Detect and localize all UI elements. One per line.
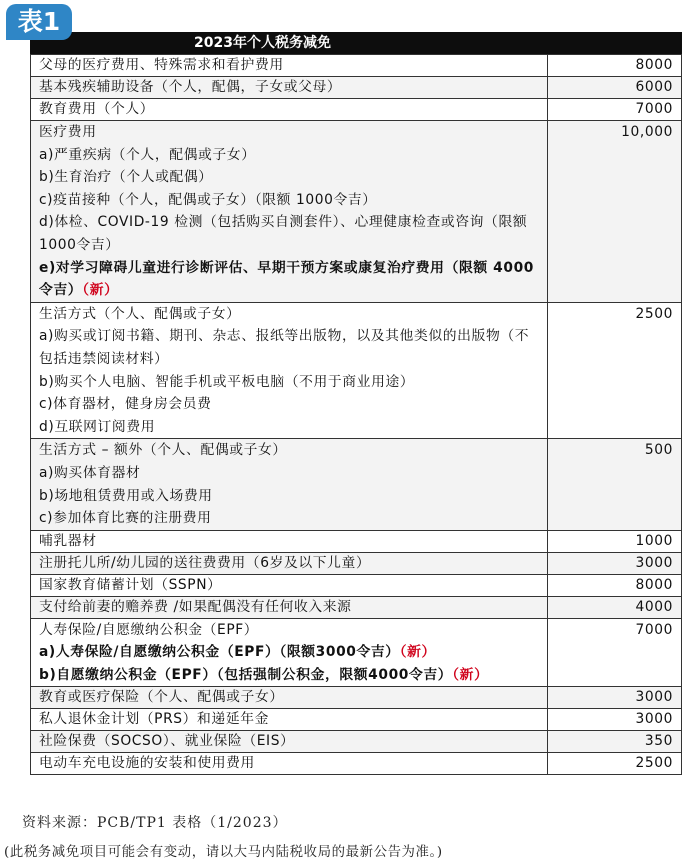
sub-item: c)体育器材，健身房会员费: [39, 396, 212, 413]
item-cell: [31, 618, 548, 687]
sub-item: c)参加体育比赛的注册费用: [39, 510, 212, 527]
table-row: [31, 530, 682, 552]
amount-cell: 1000: [548, 530, 682, 552]
amount-cell: 10,000: [548, 121, 682, 303]
sub-item: c)疫苗接种（个人，配偶或子女）（限额 1000令吉）: [39, 191, 377, 208]
new-tag: （新）: [82, 282, 119, 299]
source-caption: 资料来源：PCB/TP1 表格（1/2023）: [22, 815, 288, 831]
table-row: [31, 687, 682, 709]
table-row: [31, 77, 682, 99]
sub-item: a)购买或订阅书籍、期刊、杂志、报纸等出版物，以及其他类似的出版物（不包括违禁阅读材料）: [39, 328, 530, 367]
sub-item-text: b)自愿缴纳公积金（EPF）（包括强制公积金，限额4000令吉）: [39, 666, 453, 683]
table-row: [31, 753, 682, 775]
item-cell: 国家教育储蓄计划（SSPN）: [31, 574, 548, 596]
amount-cell: 3000: [548, 709, 682, 731]
item-title: 生活方式（个人、配偶或子女）: [39, 305, 241, 322]
new-tag: （新）: [399, 644, 436, 661]
amount-cell: 7000: [548, 99, 682, 121]
item-cell: [31, 121, 548, 303]
item-cell: 支付给前妻的赡养费 /如果配偶没有任何收入来源: [31, 596, 548, 618]
item-title: 医疗费用: [39, 124, 97, 140]
table-title: 2023年个人税务减免: [30, 32, 682, 54]
disclaimer-note: (此税务减免项目可能会有变动，请以大马内陆税收局的最新公告为准。): [4, 845, 443, 860]
table-badge: 表1: [6, 4, 72, 40]
table-row: [31, 618, 682, 687]
amount-cell: 8000: [548, 55, 682, 77]
sub-item: b)购买个人电脑、智能手机或平板电脑（不用于商业用途）: [39, 373, 415, 390]
sub-item-text: e)对学习障碍儿童进行诊断评估、早期干预方案或康复治疗费用（限额 4000令吉）: [39, 259, 534, 299]
sub-item-text: a)人寿保险/自愿缴纳公积金（EPF）（限额3000令吉）: [39, 644, 400, 661]
sub-item-new: [39, 664, 539, 687]
amount-cell: 2500: [548, 753, 682, 775]
item-cell: 基本残疾辅助设备（个人，配偶，子女或父母）: [31, 77, 548, 99]
sub-item: a)严重疾病（个人，配偶或子女）: [39, 146, 256, 163]
amount-cell: 350: [548, 731, 682, 753]
sub-item-new: [39, 257, 539, 302]
sub-item: a)购买体育器材: [39, 464, 141, 481]
amount-cell: 2500: [548, 302, 682, 439]
item-cell: 注册托儿所/幼儿园的送往费费用（6岁及以下儿童）: [31, 552, 548, 574]
item-cell: 社险保费（SOCSO）、就业保险（EIS）: [31, 731, 548, 753]
table-row: [31, 302, 682, 439]
table-row: [31, 574, 682, 596]
item-cell: 哺乳器材: [31, 530, 548, 552]
item-title: 生活方式 – 额外（个人、配偶或子女）: [39, 442, 287, 459]
item-cell: 私人退休金计划（PRS）和递延年金: [31, 709, 548, 731]
amount-cell: 500: [548, 439, 682, 530]
amount-cell: 4000: [548, 596, 682, 618]
item-cell: 电动车充电设施的安装和使用费用: [31, 753, 548, 775]
amount-cell: 3000: [548, 687, 682, 709]
table-row: [31, 709, 682, 731]
item-cell: [31, 302, 548, 439]
table-row: [31, 731, 682, 753]
item-cell: [31, 439, 548, 530]
new-tag: （新）: [452, 666, 489, 683]
table-row: [31, 552, 682, 574]
sub-item: d)互联网订阅费用: [39, 418, 156, 435]
sub-item: b)生育治疗（个人或配偶）: [39, 169, 213, 186]
amount-cell: 3000: [548, 552, 682, 574]
tax-relief-table: [30, 54, 682, 775]
table-row: [31, 121, 682, 303]
sub-item: b)场地租赁费用或入场费用: [39, 487, 213, 504]
amount-cell: 7000: [548, 618, 682, 687]
table-row: [31, 99, 682, 121]
amount-cell: 6000: [548, 77, 682, 99]
item-cell: 父母的医疗费用、特殊需求和看护费用: [31, 55, 548, 77]
sub-item: d)体检、COVID-19 检测（包括购买自测套件）、心理健康检查或咨询（限额1000令吉）: [39, 214, 528, 253]
item-cell: 教育费用（个人）: [31, 99, 548, 121]
amount-cell: 8000: [548, 574, 682, 596]
item-cell: 教育或医疗保险（个人、配偶或子女）: [31, 687, 548, 709]
item-title: 人寿保险/自愿缴纳公积金（EPF）: [39, 621, 259, 638]
table-row: [31, 596, 682, 618]
sub-item-new: [39, 641, 539, 664]
table-row: [31, 55, 682, 77]
table-row: [31, 439, 682, 530]
